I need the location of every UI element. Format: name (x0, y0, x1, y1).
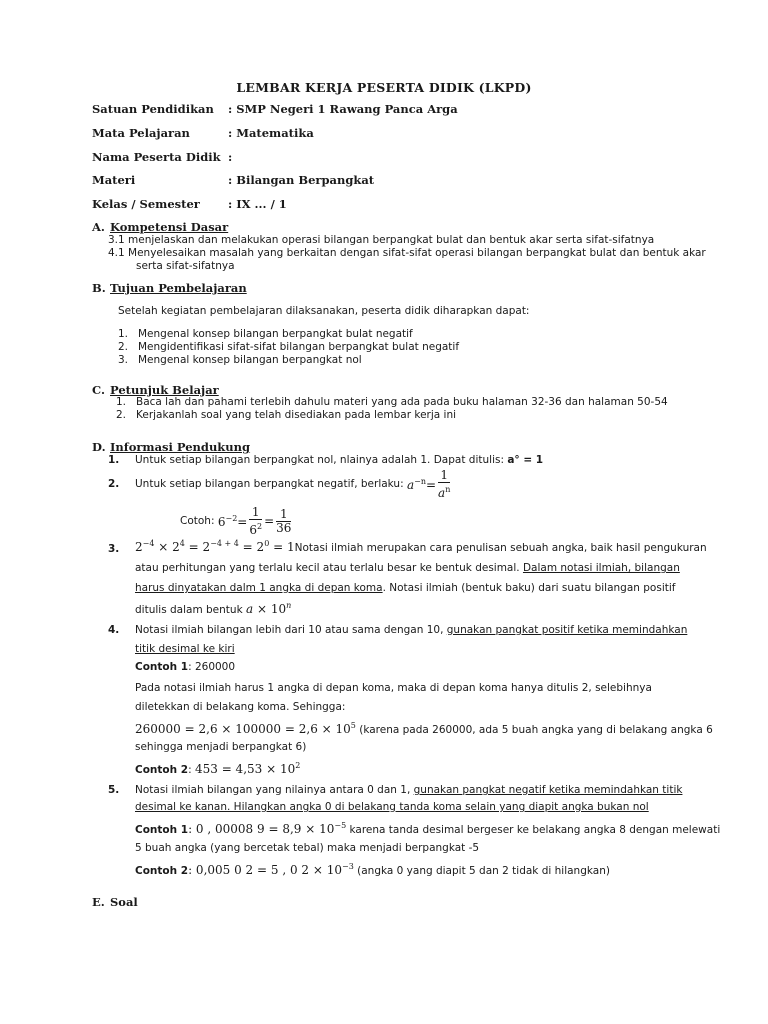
info-5-example-1: Contoh 1: 0 , 00008 $9 = 8,9 \times 10^{-5}$ karena tanda desimal bergeser ke belakang angka 8 dengan melewati (135, 821, 721, 836)
competency-item-continued: serta sifat-sifatnya (136, 260, 235, 272)
info-3-line-1: $2^{-4} \times 2^4 = 2^{-4 + 4} = 2^0$ = 1Notasi ilmiah merupakan cara penulisan sebuah angka, baik hasil pengukuran (135, 539, 707, 554)
section-b-heading: B. Tujuan Pembelajaran (92, 281, 247, 295)
info-5-example-2: Contoh 2: 0,005 0 2 = 5 , 0 $2 \times 10^{-3}$ (angka 0 yang diapit 5 dan 2 tidak di hilangkan) (135, 862, 610, 877)
header-value: : IX ... / 1 (228, 197, 287, 211)
info-4-example-1: Contoh 1: 260000 (135, 661, 236, 673)
info-4-line-1: Notasi ilmiah bilangan lebih dari 10 atau sama dengan 10, gunakan pangkat positif ketika memindahkan (135, 624, 688, 636)
zero-exponent-formula: a° = 1 (507, 454, 544, 466)
info-2-text: Untuk setiap bilangan berpangkat negatif, berlaku: $a^{-n}=$ $\frac{1}{a^n}$ (135, 467, 451, 500)
header-label: Nama Peserta Didik (92, 150, 221, 164)
info-4-line-3: Pada notasi ilmiah harus 1 angka di depan koma, maka di depan koma hanya ditulis 2, selebihnya (135, 682, 652, 694)
fraction: $\frac{1}{a^n}$ (438, 467, 451, 500)
info-4-example-2: Contoh 2: $453 = 4,53 \times 10^2$ (135, 761, 301, 776)
header-row-material (92, 173, 374, 187)
info-4-line-5: $260000 = 2,6 \times 100000 = 2,6 \times 10^5$ (karena pada 260000, ada 5 buah angka yang di belakang angka 6 (135, 721, 713, 736)
info-5-line-2: desimal ke kanan. Hilangkan angka 0 di belakang tanda koma selain yang diapit angka bukan nol (135, 801, 649, 813)
info-4-line-6: sehingga menjadi berpangkat 6) (135, 741, 307, 753)
objectives-intro: Setelah kegiatan pembelajaran dilaksanakan, peserta didik diharapkan dapat: (118, 305, 530, 317)
info-5-line-3: 5 buah angka (yang bercetak tebal) maka menjadi berpangkat -5 (135, 842, 480, 854)
instruction-item: 1. Baca lah dan pahami terlebih dahulu materi yang ada pada buku halaman 32-36 dan halaman 50-54 (116, 396, 668, 408)
objective-item: 3. Mengenal konsep bilangan berpangkat nol (118, 354, 362, 366)
competency-item: 3.1 menjelaskan dan melakukan operasi bilangan berpangkat bulat dan bentuk akar serta sifat-sifatnya (108, 234, 655, 246)
negative-exponent-formula: $a^{-n}=$ (406, 476, 437, 492)
info-4-line-2: titik desimal ke kiri (135, 643, 235, 655)
info-3-line-2: atau perhitungan yang terlalu kecil atau terlalu besar ke bentuk desimal. Dalam notasi ilmiah, bilangan (135, 562, 680, 574)
info-number: 1. (108, 454, 120, 466)
section-a-heading: A. Kompetensi Dasar (92, 220, 229, 234)
exponent-sum-formula: $2^{-4} \times 2^4 = 2^{-4 + 4} = 2^0 = 1$ (135, 539, 295, 554)
section-e-heading: E. Soal (92, 895, 138, 909)
page-title: LEMBAR KERJA PESERTA DIDIK (LKPD) (236, 80, 532, 95)
info-5-line-1: Notasi ilmiah bilangan yang nilainya antara 0 dan 1, gunakan pangkat negatif ketika memindahkan titik (135, 784, 683, 796)
header-row-subject (92, 126, 314, 140)
objective-item: 2. Mengidentifikasi sifat-sifat bilangan berpangkat bulat negatif (118, 341, 460, 353)
header-value: : Matematika (228, 126, 314, 140)
section-c-heading: C. Petunjuk Belajar (92, 383, 219, 397)
instruction-item: 2. Kerjakanlah soal yang telah disediakan pada lembar kerja ini (116, 409, 457, 421)
header-value: : (228, 150, 233, 164)
header-label: Satuan Pendidikan (92, 102, 214, 116)
objective-item: 1. Mengenal konsep bilangan berpangkat bulat negatif (118, 328, 413, 340)
header-value: : Bilangan Berpangkat (228, 173, 375, 187)
header-row-class (92, 197, 287, 211)
header-row-school (92, 102, 458, 116)
info-1-text: Untuk setiap bilangan berpangkat nol, nlainya adalah 1. Dapat ditulis: a° = 1 (135, 454, 544, 466)
info-2-example: Cotoh: $6^{-2}=$ $\frac{1}{6^2}$ = $\frac{1}{36}$ (180, 504, 292, 537)
info-number: 4. (108, 624, 120, 636)
section-d-heading: D. Informasi Pendukung (92, 440, 251, 454)
info-3-line-3: harus dinyatakan dalm 1 angka di depan koma. Notasi ilmiah (bentuk baku) dari suatu bilangan positif (135, 582, 676, 594)
header-label: Mata Pelajaran (92, 126, 190, 140)
competency-item: 4.1 Menyelesaikan masalah yang berkaitan dengan sifat-sifat operasi bilangan berpangkat bulat dan bentuk akar (108, 247, 706, 259)
info-3-line-4: ditulis dalam bentuk $a \times 10^n$ (135, 601, 292, 616)
info-number: 2. (108, 478, 120, 490)
header-row-student-name (92, 150, 232, 164)
header-label: Materi (92, 173, 136, 187)
info-number: 5. (108, 784, 120, 796)
info-number: 3. (108, 543, 120, 555)
header-label: Kelas / Semester (92, 197, 200, 211)
header-value: : SMP Negeri 1 Rawang Panca Arga (228, 102, 458, 116)
info-4-line-4: diletekkan di belakang koma. Sehingga: (135, 701, 346, 713)
